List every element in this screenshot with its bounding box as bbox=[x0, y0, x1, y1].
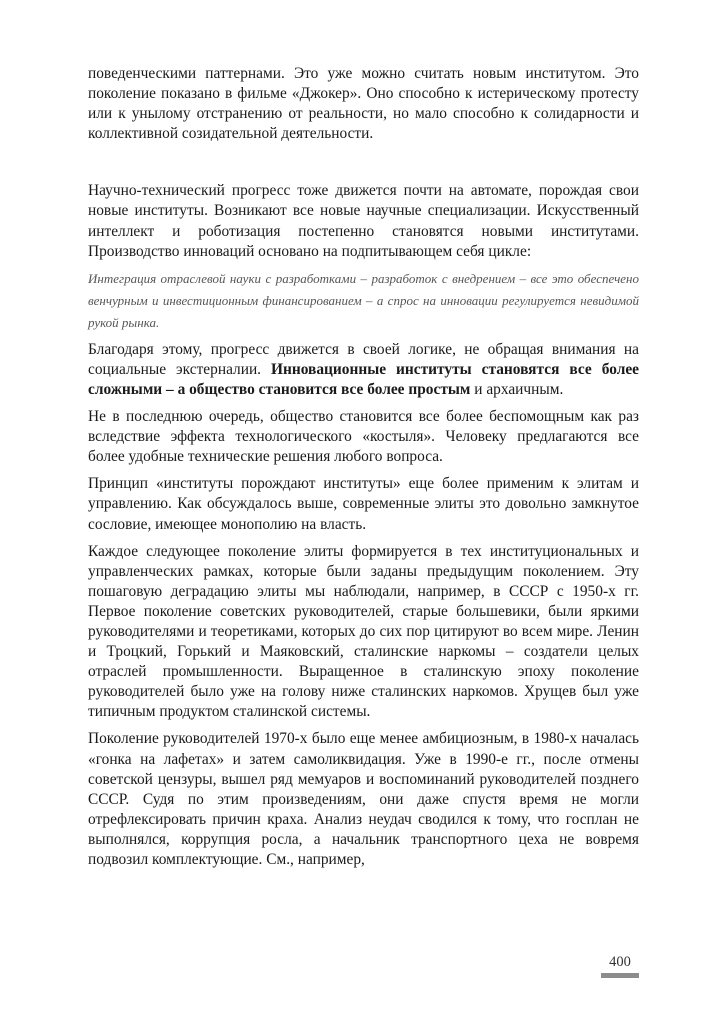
paragraph-7: Поколение руководителей 1970-х было еще менее амбициозным, в 1980-х началась «гонка на лафетах» и затем самоликвидация. Уже в 1990-е гг., после отмены советской цензуры, вышел ряд мемуаров и воспоминаний руководителей позднего СССР. Судя по этим произведениям, они даже спустя время не могли отрефлексировать причин краха. Анализ неудач сводился к тому, что госплан не выполнялся, коррупция росла, а начальник транспортного цеха не вовремя подвозил комплектующие. См., например, bbox=[88, 730, 639, 868]
paragraph-4: Не в последнюю очередь, общество становится все более беспомощным как раз вследствие эффекта технологического «костыля». Человеку предлагаются все более удобные технические решения любого вопроса. bbox=[88, 408, 639, 466]
paragraph-2: Научно-технический прогресс тоже движется почти на автомате, порождая свои новые институты. Возникают все новые научные специализации. Искусственный интеллект и роботизация постепенно становятся новыми институтами. Производство инноваций основано на подпитывающем себя цикле: bbox=[88, 182, 639, 260]
page-number-underline bbox=[601, 973, 639, 978]
paragraph-5: Принцип «институты порождают институты» еще более применим к элитам и управлению. Как обсуждалось выше, современные элиты это довольно замкнутое сословие, имеющее монополию на власть. bbox=[88, 475, 639, 533]
page-footer bbox=[601, 954, 639, 978]
paragraph-6: Каждое следующее поколение элиты формируется в тех институциональных и управленческих рамках, которые были заданы предыдущим поколением. Эту пошаговую деградацию элиты мы наблюдали, например, в СССР с 1950-х гг. Первое поколение советских руководителей, старые большевики, были яркими руководителями и теоретиками, которых до сих пор цитируют во всем мире. Ленин и Троцкий, Горький и Маяковский, сталинские наркомы – создатели целых отраслей промышленности. Выращенное в сталинскую эпоху поколение руководителей было уже на голову ниже сталинских наркомов. Хрущев был уже типичным продуктом сталинской системы. bbox=[88, 542, 639, 721]
page-body bbox=[88, 64, 639, 870]
paragraph-3-end: и архаичным. bbox=[470, 380, 564, 398]
page-number: 400 bbox=[609, 954, 631, 970]
paragraph-3 bbox=[88, 340, 639, 400]
paragraph-1: поведенческими паттернами. Это уже можно считать новым институтом. Это поколение показано в фильме «Джокер». Оно способно к истерическому протесту или к унылому отстранению от реальности, но мало способно к солидарности и коллективной созидательной деятельности. bbox=[88, 65, 639, 143]
paragraph-3-bold: Инновационные институты становятся все более сложными – а общество становится все более простым bbox=[88, 360, 639, 398]
paragraph-3-start: Благодаря этому, прогресс движется в своей логике, не обращая внимания на социальные экстерналии. bbox=[88, 340, 639, 378]
quote-block: Интеграция отраслевой науки с разработками – разработок с внедрением – все это обеспечено венчурным и инвестиционным финансированием – а спрос на инновации регулируется невидимой рукой рынка. bbox=[88, 270, 639, 330]
